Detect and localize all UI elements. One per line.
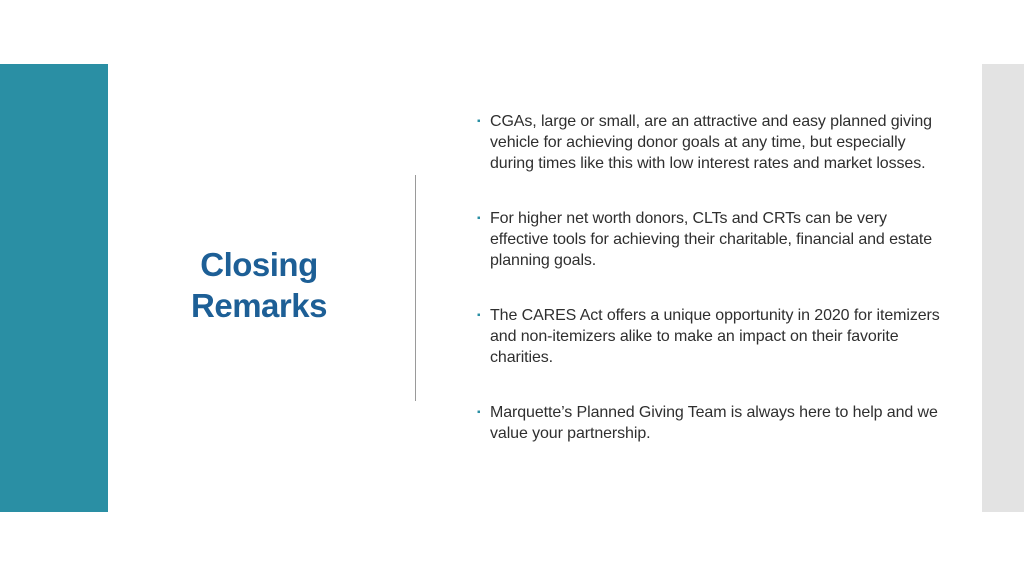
bullet-item [476, 208, 946, 271]
slide-title [150, 244, 368, 326]
bullet-square-icon: ▪ [477, 213, 481, 224]
bullet-square-icon: ▪ [477, 407, 481, 418]
bullet-list [476, 111, 946, 478]
bullet-text: The CARES Act offers a unique opportunity in 2020 for itemizers and non-itemizers alike to make an impact on their favorite charities. [490, 307, 940, 366]
vertical-divider [415, 175, 416, 401]
bullet-square-icon: ▪ [477, 116, 481, 127]
bullet-text: For higher net worth donors, CLTs and CRTs can be very effective tools for achieving their charitable, financial and estate planning goals. [490, 210, 933, 269]
bullet-item [476, 305, 946, 368]
bullet-text: Marquette’s Planned Giving Team is always here to help and we value your partnership. [490, 404, 938, 442]
left-accent-band [0, 64, 108, 512]
bullet-text: CGAs, large or small, are an attractive and easy planned giving vehicle for achieving donor goals at any time, but especially during times like this with low interest rates and market losses. [490, 113, 932, 172]
right-side-panel [982, 64, 1024, 512]
bullet-item [476, 111, 946, 174]
title-line-1: Closing [200, 246, 318, 283]
title-line-2: Remarks [191, 287, 327, 324]
bullet-square-icon: ▪ [477, 310, 481, 321]
bullet-item [476, 402, 946, 444]
